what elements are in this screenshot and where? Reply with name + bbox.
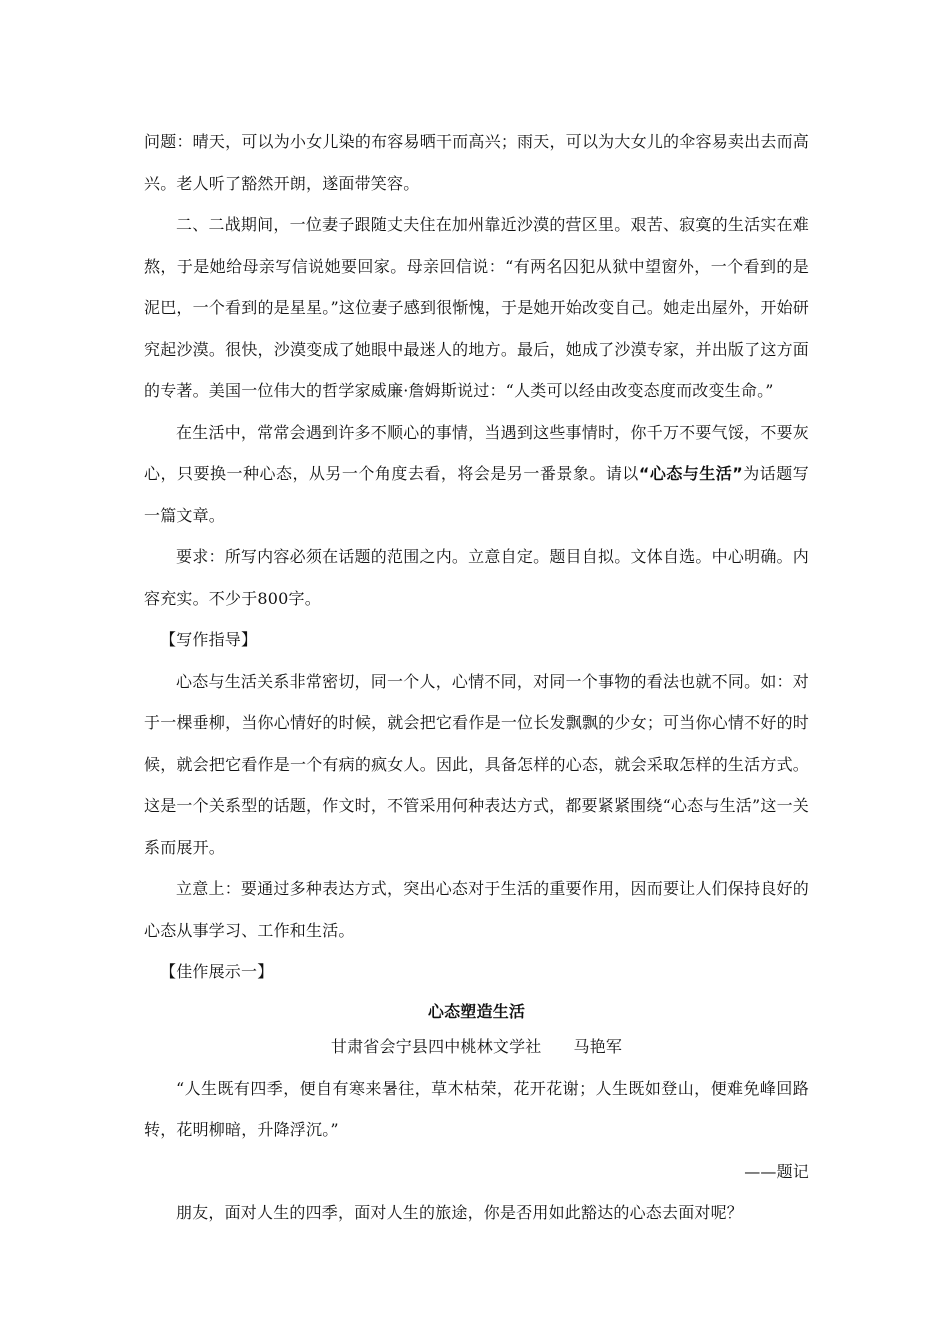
section-heading-showcase: 【佳作展示一】 xyxy=(160,962,274,981)
essay-school: 甘肃省会宁县四中桃林文学社 xyxy=(330,1037,542,1056)
essay-author: 马艳军 xyxy=(573,1037,623,1056)
paragraph-desert-wife-story: 二、二战期间，一位妻子跟随丈夫住在加州靠近沙漠的营区里。艰苦、寂寞的生活实在难熬，于是她给母亲写信说她要回家。母亲回信说：“有两名囚犯从狱中望窗外，一个看到的是泥巴，一个看到的是星星。”这位妻子感到很惭愧，于是她开始改变自己。她走出屋外，开始研究起沙漠。很快，沙漠变成了她眼中最迷人的地方。最后，她成了沙漠专家，并出版了这方面的专著。美国一位伟大的哲学家威廉·詹姆斯说过：“人类可以经由改变态度而改变生命。” xyxy=(144,215,809,400)
paragraph-requirements: 要求：所写内容必须在话题的范围之内。立意自定。题目自拟。文体自选。中心明确。内容充实。不少于800字。 xyxy=(144,547,809,608)
essay-title: 心态塑造生活 xyxy=(427,1001,526,1021)
paragraph-sunny-rainy-story: 问题：晴天，可以为小女儿染的布容易晒干而高兴；雨天，可以为大女儿的伞容易卖出去而高兴。老人听了豁然开朗，遂面带笑容。 xyxy=(144,132,809,193)
prompt-text-after: 为话题写一篇文章。 xyxy=(144,464,809,525)
essay-epigraph-sign: ——题记 xyxy=(744,1161,809,1181)
prompt-text-before: 在生活中，常常会遇到许多不顺心的事情，当遇到这些事情时，你千万不要气馁，不要灰心，只要换一种心态，从另一个角度去看，将会是另一番景象。请以 xyxy=(144,422,809,483)
essay-byline xyxy=(144,1026,809,1068)
paragraph-guide-theme: 立意上：要通过多种表达方式，突出心态对于生活的重要作用，因而要让人们保持良好的心态从事学习、工作和生活。 xyxy=(144,879,809,940)
document-body xyxy=(144,121,809,1234)
paragraph-guide-explanation: 心态与生活关系非常密切，同一个人，心情不同，对同一个事物的看法也就不同。如：对于一棵垂柳，当你心情好的时候，就会把它看作是一位长发飘飘的少女；可当你心情不好的时候，就会把它看作是一个有病的疯女人。因此，具备怎样的心态，就会采取怎样的生活方式。这是一个关系型的话题，作文时，不管采用何种表达方式，都要紧紧围绕“心态与生活”这一关系而展开。 xyxy=(144,671,809,857)
essay-epigraph: “人生既有四季，便自有寒来暑往，草木枯荣，花开花谢；人生既如登山，便难免峰回路转，花明柳暗，升降浮沉。” xyxy=(144,1078,809,1139)
paragraph-writing-prompt xyxy=(144,412,809,537)
section-heading-writing-guide: 【写作指导】 xyxy=(160,630,258,649)
essay-opening-paragraph: 朋友，面对人生的四季，面对人生的旅途，你是否用如此豁达的心态去面对呢？ xyxy=(176,1203,744,1222)
prompt-topic: “心态与生活” xyxy=(638,464,744,483)
